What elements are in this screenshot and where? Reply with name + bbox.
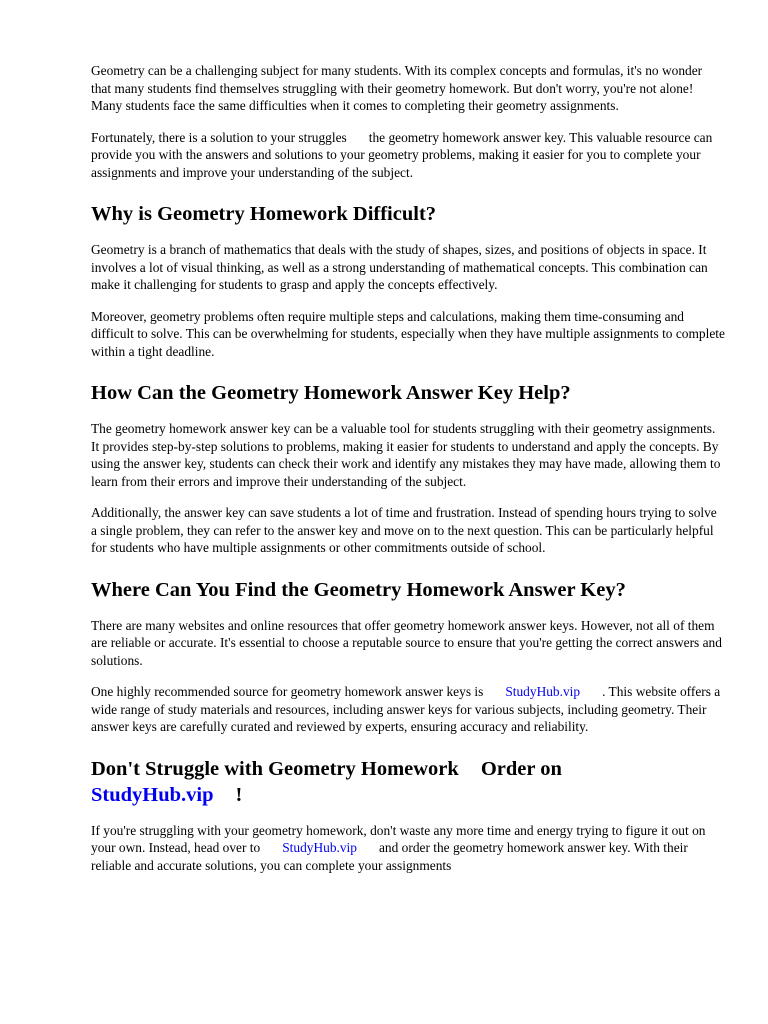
section3-paragraph-2-end: . This website offers a wide range of study materials and resources, including answer keys for various subjects, including geometry. Their answer keys are carefully curated and reviewed by experts, ensuring accuracy and reliability. — [91, 684, 721, 734]
section2-paragraph-2: Additionally, the answer key can save students a lot of time and frustration. Instead of spending hours trying to solve a single problem, they can refer to the answer key and move on to the next question. This can be particularly helpful for students who have multiple assignments or other commitments outside of school. — [91, 505, 717, 555]
section4-paragraph-1-end: and order the geometry homework answer key. With their reliable and accurate solutions, you can complete your assignments — [91, 840, 688, 873]
intro-paragraph-2-start: Fortunately, there is a solution to your struggles — [91, 129, 347, 145]
studyhub-heading-link[interactable]: StudyHub.vip — [91, 783, 214, 806]
section3-paragraph-1: There are many websites and online resources that offer geometry homework answer keys. However, not all of them are reliable or accurate. It's essential to choose a reputable source to ensure that you're getting the correct answers and solutions. — [91, 617, 722, 668]
section-heading-where-find: Where Can You Find the Geometry Homework Answer Key? — [91, 578, 626, 601]
studyhub-link[interactable]: StudyHub.vip — [505, 684, 581, 699]
section-heading-why-difficult: Why is Geometry Homework Difficult? — [91, 203, 437, 225]
intro-paragraph-2 — [91, 129, 725, 182]
section3-paragraph-2-start: One highly recommended source for geometry homework answer keys is — [91, 684, 484, 699]
section1-paragraph-2: Moreover, geometry problems often require multiple steps and calculations, making them time-consuming and difficult to solve. This can be overwhelming for students, especially when they have multiple assignments to complete within a tight deadline. — [91, 308, 725, 359]
intro-paragraph-2-end: the geometry homework answer key. This valuable resource can provide you with the answers and solutions to your geometry problems, making it easier for you to complete your assignments and improve your understanding of the subject. — [91, 129, 713, 180]
studyhub-inline-link[interactable]: StudyHub.vip — [282, 840, 357, 855]
intro-paragraph-1: Geometry can be a challenging subject for many students. With its complex concepts and formulas, it's no wonder that many students find themselves struggling with their geometry homework. But don't worry, you're not alone! Many students face the same difficulties when it comes to completing their geometry assignments. — [91, 63, 703, 113]
order-heading-middle: Order on — [480, 757, 562, 780]
section3-paragraph-2 — [91, 683, 725, 736]
order-heading-end: ! — [235, 783, 243, 806]
section4-paragraph-1-start: If you're struggling with your geometry homework, don't waste any more time and energy trying to figure it out on your own. Instead, head over to — [91, 822, 706, 855]
order-heading-start: Don't Struggle with Geometry Homework — [91, 757, 459, 780]
section1-paragraph-1: Geometry is a branch of mathematics that deals with the study of shapes, sizes, and positions of objects in space. It involves a lot of visual thinking, as well as a strong understanding of mathematical concepts. This combination can make it challenging for students to grasp and apply the concepts effectively. — [91, 242, 708, 292]
section4-paragraph-1 — [91, 822, 725, 875]
section2-paragraph-1: The geometry homework answer key can be a valuable tool for students struggling with their geometry assignments. It provides step-by-step solutions to problems, making it easier for students to understand and apply the concepts. By using the answer key, students can check their work and identify any mistakes they may have made, allowing them to learn from their errors and improve their understanding of the subject. — [91, 421, 721, 489]
section-heading-how-help: How Can the Geometry Homework Answer Key Help? — [91, 382, 571, 404]
section-heading-order — [91, 756, 725, 808]
document-page — [91, 62, 725, 888]
